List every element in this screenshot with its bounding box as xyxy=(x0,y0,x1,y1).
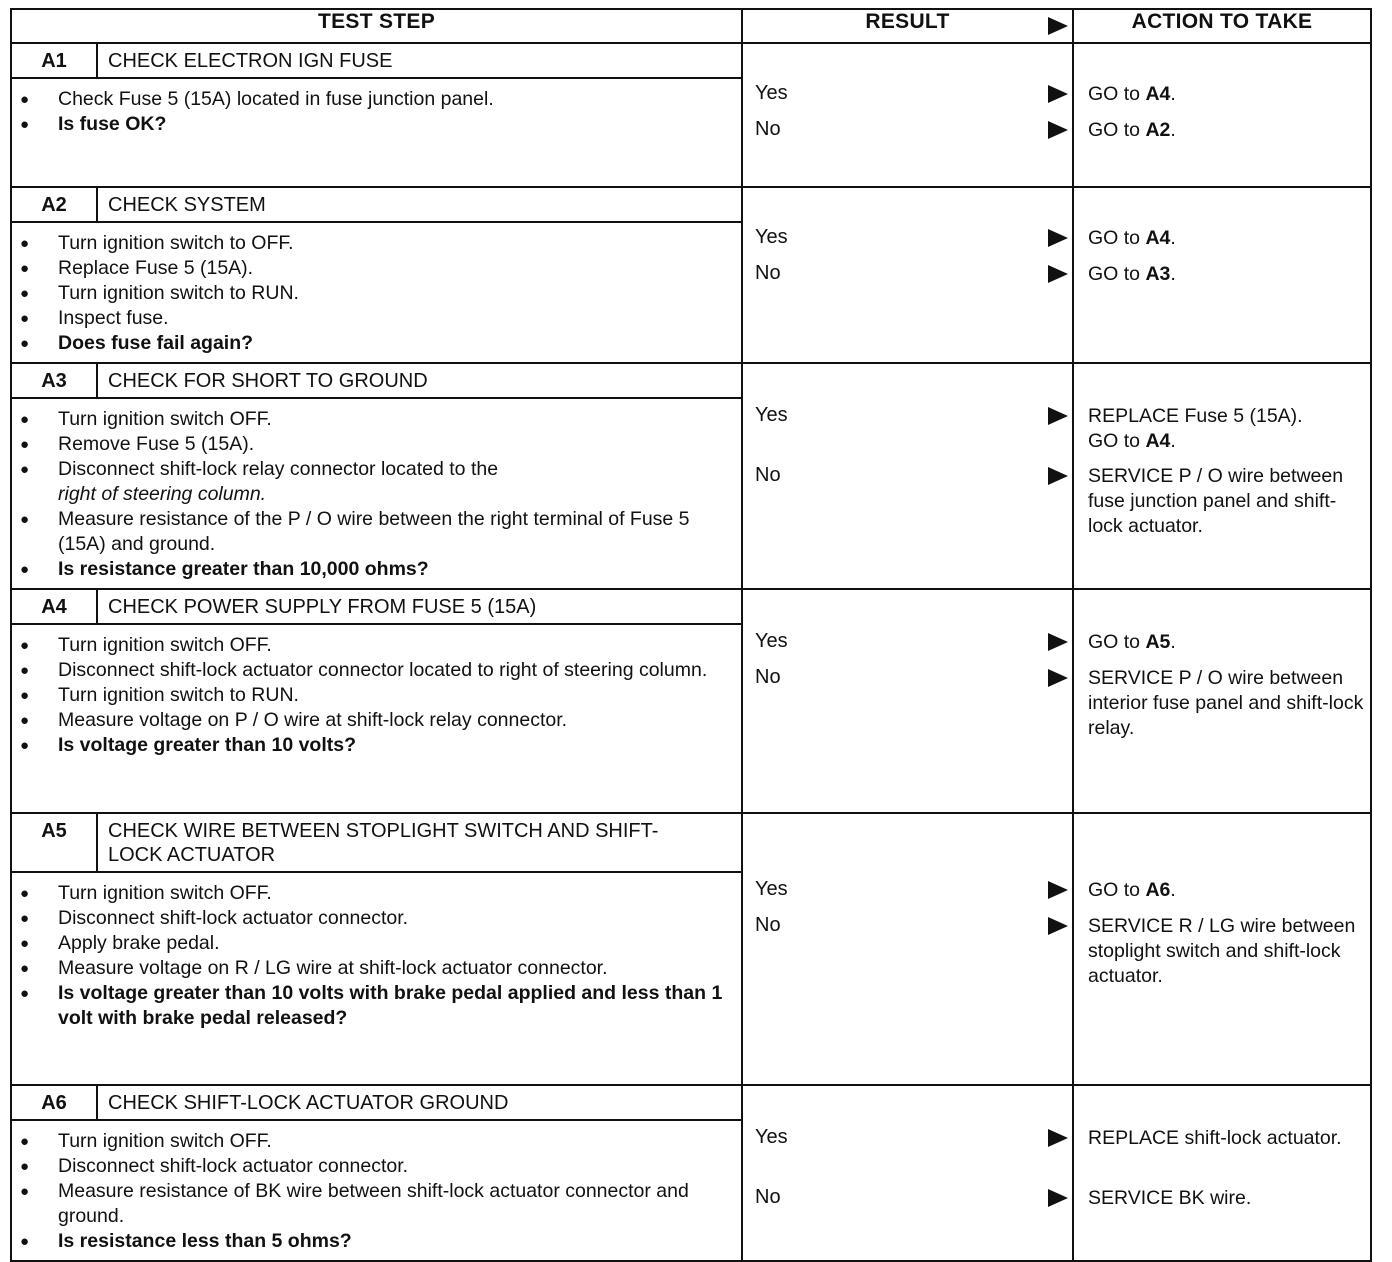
step-id: A3 xyxy=(12,364,98,397)
step-bullets xyxy=(12,625,741,764)
action-yes: GO to A6. xyxy=(1088,879,1176,901)
header-test-step: TEST STEP xyxy=(11,9,742,43)
step-bullets xyxy=(12,79,741,143)
step-id: A2 xyxy=(12,188,98,221)
step-bullets xyxy=(12,399,741,588)
diagnostic-table xyxy=(10,8,1372,1262)
action-yes: REPLACE shift-lock actuator. xyxy=(1088,1127,1342,1149)
step-bullets xyxy=(12,223,741,362)
bullet-question: ● Is fuse OK? xyxy=(50,112,731,137)
step-row-a1 xyxy=(11,43,1371,187)
arrow-right-icon xyxy=(1048,17,1068,41)
arrow-right-icon xyxy=(1048,407,1068,425)
arrow-right-icon xyxy=(1048,85,1068,103)
result-cell xyxy=(742,363,1073,589)
step-title-row xyxy=(12,814,741,873)
step-title-row xyxy=(12,1086,741,1121)
test-step-cell xyxy=(11,363,742,589)
step-id: A1 xyxy=(12,44,98,77)
step-title-row xyxy=(12,44,741,79)
bullet-item: ● Turn ignition switch to RUN. xyxy=(50,281,731,306)
test-step-cell xyxy=(11,187,742,363)
result-yes: Yes xyxy=(755,404,1072,430)
bullet-question: ● Is voltage greater than 10 volts with brake pedal applied and less than 1 volt with brake pedal released? xyxy=(50,981,731,1031)
bullet-item: ● Turn ignition switch to RUN. xyxy=(50,683,731,708)
action-no: GO to A3. xyxy=(1088,263,1176,285)
step-title: CHECK POWER SUPPLY FROM FUSE 5 (15A) xyxy=(108,596,537,618)
action-yes: GO to A4. xyxy=(1088,227,1176,249)
step-id: A4 xyxy=(12,590,98,623)
step-title: CHECK SYSTEM xyxy=(108,194,266,216)
step-row-a6 xyxy=(11,1085,1371,1261)
arrow-right-icon xyxy=(1048,229,1068,247)
action-no: GO to A2. xyxy=(1088,119,1176,141)
step-row-a2 xyxy=(11,187,1371,363)
result-cell xyxy=(742,813,1073,1085)
action-yes: GO to A4. xyxy=(1088,83,1176,105)
result-no: No xyxy=(755,914,1072,940)
result-yes: Yes xyxy=(755,82,1072,108)
action-no: SERVICE P / O wire between fuse junction panel and shift-lock actuator. xyxy=(1088,465,1344,537)
step-row-a3 xyxy=(11,363,1371,589)
bullet-item: ● Turn ignition switch to OFF. xyxy=(50,231,731,256)
bullet-item: ● Turn ignition switch OFF. xyxy=(50,633,731,658)
step-title: CHECK SHIFT-LOCK ACTUATOR GROUND xyxy=(108,1092,509,1114)
step-id: A6 xyxy=(12,1086,98,1119)
arrow-right-icon xyxy=(1048,669,1068,687)
result-no: No xyxy=(755,1186,1072,1212)
bullet-item: ● Turn ignition switch OFF. xyxy=(50,407,731,432)
bullet-item: ● Disconnect shift-lock relay connector located to the right of steering column. xyxy=(50,457,731,507)
bullet-item: ● Measure voltage on P / O wire at shift-lock relay connector. xyxy=(50,708,731,733)
step-bullets xyxy=(12,1121,741,1260)
arrow-right-icon xyxy=(1048,121,1068,139)
arrow-right-icon xyxy=(1048,467,1068,485)
step-row-a5 xyxy=(11,813,1371,1085)
bullet-item: ● Disconnect shift-lock actuator connector. xyxy=(50,906,731,931)
test-step-cell xyxy=(11,813,742,1085)
bullet-item: ● Check Fuse 5 (15A) located in fuse junction panel. xyxy=(50,87,731,112)
result-no: No xyxy=(755,666,1072,692)
result-cell xyxy=(742,1085,1073,1261)
arrow-right-icon xyxy=(1048,265,1068,283)
bullet-item: ● Replace Fuse 5 (15A). xyxy=(50,256,731,281)
result-cell xyxy=(742,589,1073,813)
action-no: SERVICE R / LG wire between stoplight switch and shift-lock actuator. xyxy=(1088,915,1356,987)
step-title: CHECK FOR SHORT TO GROUND xyxy=(108,370,428,392)
action-cell xyxy=(1073,1085,1371,1261)
step-title-row xyxy=(12,364,741,399)
step-title: CHECK ELECTRON IGN FUSE xyxy=(108,50,393,72)
test-step-cell xyxy=(11,1085,742,1261)
bullet-question: ● Is resistance greater than 10,000 ohms? xyxy=(50,557,731,582)
step-title-row xyxy=(12,188,741,223)
header-action: ACTION TO TAKE xyxy=(1073,9,1371,43)
action-cell xyxy=(1073,187,1371,363)
result-cell xyxy=(742,187,1073,363)
step-title: CHECK WIRE BETWEEN STOPLIGHT SWITCH AND SHIFT-LOCK ACTUATOR xyxy=(108,820,659,866)
action-cell xyxy=(1073,363,1371,589)
bullet-item: ● Measure resistance of the P / O wire between the right terminal of Fuse 5 (15A) and ground. xyxy=(50,507,731,557)
result-no: No xyxy=(755,262,1072,288)
bullet-question: ● Is voltage greater than 10 volts? xyxy=(50,733,731,758)
header-row xyxy=(11,9,1371,43)
diagnostic-page xyxy=(10,8,1370,1252)
bullet-item: ● Measure resistance of BK wire between shift-lock actuator connector and ground. xyxy=(50,1179,731,1229)
step-row-a4 xyxy=(11,589,1371,813)
header-result xyxy=(742,9,1073,43)
arrow-right-icon xyxy=(1048,881,1068,899)
bullet-question: ● Is resistance less than 5 ohms? xyxy=(50,1229,731,1254)
bullet-item: ● Turn ignition switch OFF. xyxy=(50,1129,731,1154)
step-bullets xyxy=(12,873,741,1037)
bullet-item: ● Inspect fuse. xyxy=(50,306,731,331)
bullet-item: ● Apply brake pedal. xyxy=(50,931,731,956)
result-yes: Yes xyxy=(755,878,1072,904)
step-id: A5 xyxy=(12,814,98,871)
action-cell xyxy=(1073,43,1371,187)
bullet-item: ● Disconnect shift-lock actuator connector located to right of steering column. xyxy=(50,658,731,683)
bullet-item: ● Disconnect shift-lock actuator connector. xyxy=(50,1154,731,1179)
arrow-right-icon xyxy=(1048,917,1068,935)
test-step-cell xyxy=(11,43,742,187)
arrow-right-icon xyxy=(1048,1189,1068,1207)
action-cell xyxy=(1073,813,1371,1085)
bullet-item: ● Turn ignition switch OFF. xyxy=(50,881,731,906)
result-no: No xyxy=(755,118,1072,144)
test-step-cell xyxy=(11,589,742,813)
action-yes: REPLACE Fuse 5 (15A). GO to A4. xyxy=(1088,405,1303,452)
bullet-item: ● Remove Fuse 5 (15A). xyxy=(50,432,731,457)
action-no: SERVICE BK wire. xyxy=(1088,1187,1252,1209)
arrow-right-icon xyxy=(1048,633,1068,651)
arrow-right-icon xyxy=(1048,1129,1068,1147)
bullet-item: ● Measure voltage on R / LG wire at shift-lock actuator connector. xyxy=(50,956,731,981)
header-result-label: RESULT xyxy=(865,10,950,33)
result-no: No xyxy=(755,464,1072,490)
action-yes: GO to A5. xyxy=(1088,631,1176,653)
action-no: SERVICE P / O wire between interior fuse panel and shift-lock relay. xyxy=(1088,667,1364,739)
step-title-row xyxy=(12,590,741,625)
result-cell xyxy=(742,43,1073,187)
result-yes: Yes xyxy=(755,630,1072,656)
bullet-question: ● Does fuse fail again? xyxy=(50,331,731,356)
action-cell xyxy=(1073,589,1371,813)
result-yes: Yes xyxy=(755,1126,1072,1152)
result-yes: Yes xyxy=(755,226,1072,252)
